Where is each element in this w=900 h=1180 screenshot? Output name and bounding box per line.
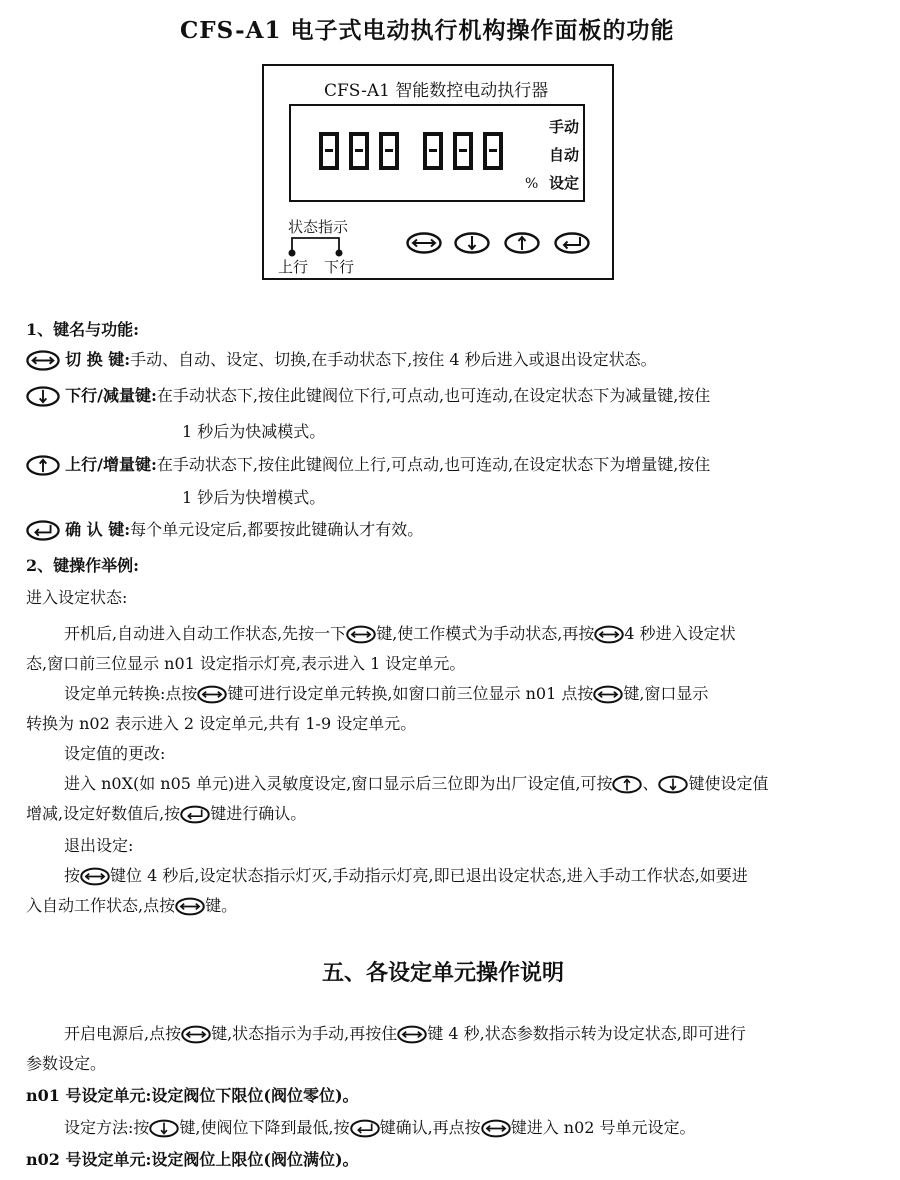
digit [379,132,399,170]
mode-setting: 设定 [549,174,580,192]
text: 增减,设定好数值后,按 [26,804,181,823]
key-desc-up [26,455,710,476]
paragraph: 转换为 n02 表示进入 2 设定单元,共有 1-9 设定单元。 [26,714,417,733]
page-title: CFS-A1 电子式电动执行机构操作面板的功能 [180,17,675,44]
mode-manual: 手动 [549,118,580,136]
text: 键,使工作模式为手动状态,再按 [376,624,595,643]
text: 键,使阀位下降到最低,按 [179,1118,350,1137]
control-panel-diagram [262,64,614,280]
text: 键,状态指示为手动,再按住 [211,1024,398,1043]
digit [423,132,443,170]
status-indicator-icon [284,232,354,258]
text: 键。 [205,896,238,915]
panel-name: CFS-A1 智能数控电动执行器 [324,81,549,101]
paragraph: 态,窗口前三位显示 n01 设定指示灯亮,表示进入 1 设定单元。 [26,654,466,673]
down-key-icon [658,775,688,794]
up-indicator-label: 上行 [278,258,309,276]
switch-key-icon [346,625,376,644]
switch-key-icon [80,867,110,886]
key-desc-down-cont: 1 秒后为快减模式。 [182,422,326,441]
mode-auto: 自动 [549,146,580,164]
text: 开机后,自动进入自动工作状态,先按一下 [64,624,347,643]
key-desc: 在手动状态下,按住此键阀位下行,可点动,也可连动,在设定状态下为减量键,按住 [156,386,711,405]
section2-heading: 2、键操作举例: [26,556,140,575]
key-name: 下行/减量键: [65,386,157,405]
paragraph [64,1118,696,1138]
key-desc: 在手动状态下,按住此键阀位上行,可点动,也可连动,在设定状态下为增量键,按住 [156,455,711,474]
enter-key-icon [350,1119,380,1138]
text: 键确认,再点按 [379,1118,481,1137]
paragraph: 设定值的更改: [64,744,166,763]
status-indicator-label: 状态指示 [288,218,349,236]
up-key-icon[interactable] [504,232,540,254]
switch-key-icon [181,1025,211,1044]
paragraph [64,774,769,794]
up-key-icon [26,455,60,476]
down-indicator-label: 下行 [324,258,355,276]
enter-key-icon[interactable] [554,232,590,254]
text: 键,窗口显示 [623,684,709,703]
key-desc: 每个单元设定后,都要按此键确认才有效。 [130,520,424,539]
unit-n01: n01 号设定单元:设定阀位下限位(阀位零位)。 [26,1086,359,1105]
text: 设定方法:按 [64,1118,150,1137]
key-desc-up-cont: 1 钞后为快增模式。 [182,488,326,507]
text: 键进入 n02 号单元设定。 [510,1118,696,1137]
display-window [289,104,585,202]
switch-key-icon[interactable] [406,232,442,254]
section1-heading: 1、键名与功能: [26,320,140,339]
text: 入自动工作状态,点按 [26,896,176,915]
text: 键位 4 秒后,设定状态指示灯灭,手动指示灯亮,即已退出设定状态,进入手动工作状态,如要进 [110,866,748,885]
switch-key-icon [594,625,624,644]
digit [453,132,473,170]
paragraph [64,684,708,704]
paragraph: 参数设定。 [26,1054,107,1073]
paragraph: 退出设定: [64,836,134,855]
key-desc-enter [26,520,423,541]
text: 按 [64,866,81,885]
text: 键可进行设定单元转换,如窗口前三位显示 n01 点按 [227,684,594,703]
text: 键使设定值 [688,774,769,793]
section2-sub: 进入设定状态: [26,588,128,607]
enter-key-icon [180,805,210,824]
switch-key-icon [26,350,60,371]
text: 设定单元转换:点按 [64,684,198,703]
percent-sign: % [525,176,539,192]
digit [483,132,503,170]
digit [319,132,339,170]
key-desc-down [26,386,710,407]
text: 、 [642,774,659,793]
text: 键 4 秒,状态参数指示转为设定状态,即可进行 [427,1024,746,1043]
key-name: 确 认 键: [65,520,131,539]
digit [349,132,369,170]
key-name: 切 换 键: [65,350,131,369]
up-key-icon [612,775,642,794]
text: 键进行确认。 [210,804,307,823]
switch-key-icon [175,897,205,916]
switch-key-icon [197,685,227,704]
switch-key-icon [481,1119,511,1138]
down-key-icon [149,1119,179,1138]
paragraph [64,624,736,644]
down-key-icon[interactable] [454,232,490,254]
switch-key-icon [397,1025,427,1044]
down-key-icon [26,386,60,407]
unit-n02: n02 号设定单元:设定阀位上限位(阀位满位)。 [26,1150,359,1169]
paragraph [64,1024,746,1044]
paragraph [26,804,306,824]
text: 4 秒进入设定状 [624,624,736,643]
enter-key-icon [26,520,60,541]
key-desc-switch [26,350,657,371]
key-desc: 手动、自动、设定、切换,在手动状态下,按住 4 秒后进入或退出设定状态。 [130,350,657,369]
text: 开启电源后,点按 [64,1024,182,1043]
section5-heading: 五、各设定单元操作说明 [322,960,565,986]
paragraph [64,866,748,886]
switch-key-icon [593,685,623,704]
text: 进入 n0X(如 n05 单元)进入灵敏度设定,窗口显示后三位即为出厂设定值,可按 [64,774,613,793]
paragraph [26,896,237,916]
key-name: 上行/增量键: [65,455,157,474]
